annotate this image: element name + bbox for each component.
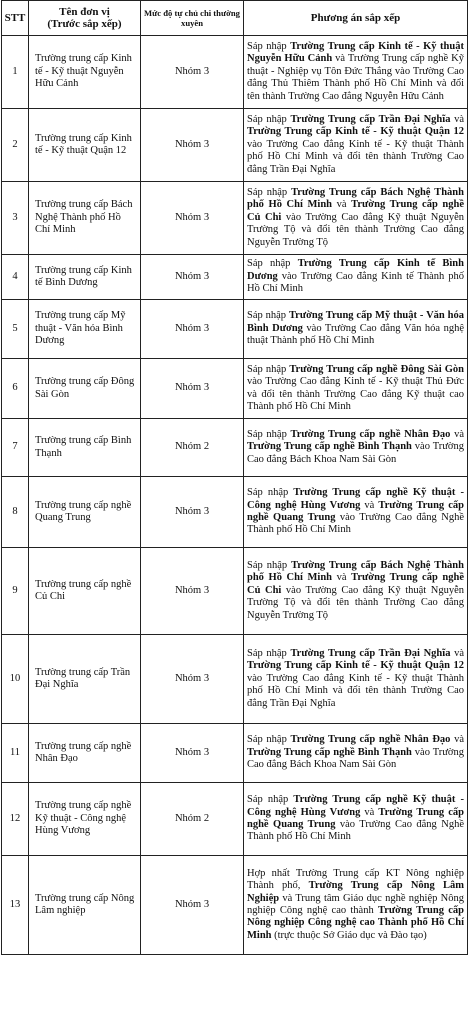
table-row — [2, 635, 468, 724]
row-plan — [244, 36, 468, 109]
row-stt: 6 — [2, 359, 29, 419]
plan-school-name: Trường Trung cấp Kinh tế Bình Dương — [247, 258, 464, 282]
plan-text: vào Trường Cao đẳng Kinh tế - Kỹ thuật Thành phố Hồ Chí Minh và đổi tên thành Trường Cao đẳng Trần Đại Nghĩa — [247, 138, 464, 175]
table-body — [2, 36, 468, 955]
plan-school-name: Trường Trung cấp nghề Đông Sài Gòn — [289, 363, 464, 375]
plan-text: Sáp nhập — [247, 647, 291, 659]
row-group: Nhóm 3 — [141, 548, 244, 635]
row-plan — [244, 724, 468, 783]
plan-school-name: Trường Trung cấp Kinh tế - Kỹ thuật Nguyễn Hữu Cảnh — [247, 40, 464, 65]
plan-school-name: Trường Trung cấp nghề Nhân Đạo — [290, 734, 451, 746]
plan-school-name: Trường Trung cấp Kinh tế - Kỹ thuật Quận 12 — [247, 660, 464, 672]
table-row — [2, 255, 468, 300]
row-unit: Trường trung cấp Kinh tế Bình Dương — [29, 255, 141, 300]
table-header — [2, 1, 468, 36]
plan-text: vào Trường Cao đẳng Kỹ thuật Nguyễn Trường Tộ và đổi tên thành Trường Cao đẳng Nguyễn Trường Tộ — [247, 584, 464, 621]
row-unit: Trường trung cấp Nông Lâm nghiệp — [29, 856, 141, 955]
row-unit: Trường trung cấp Bình Thạnh — [29, 419, 141, 477]
row-plan — [244, 548, 468, 635]
row-stt: 3 — [2, 182, 29, 255]
plan-school-name: Trường Trung cấp nghề Quang Trung — [247, 499, 464, 523]
row-group: Nhóm 2 — [141, 419, 244, 477]
row-group: Nhóm 3 — [141, 255, 244, 300]
row-stt: 2 — [2, 109, 29, 182]
plan-text: vào Trường Cao đẳng Kinh tế Thành phố Hồ Chí Minh — [247, 270, 464, 295]
row-unit: Trường trung cấp Đông Sài Gòn — [29, 359, 141, 419]
row-stt: 9 — [2, 548, 29, 635]
plan-text: và — [332, 199, 352, 211]
plan-school-name: Trường Trung cấp Bách Nghệ Thành phố Hồ Chí Minh — [247, 559, 464, 584]
table-row — [2, 36, 468, 109]
plan-school-name: Trường Trung cấp nghề Bình Thạnh — [247, 441, 412, 453]
row-stt: 12 — [2, 783, 29, 856]
plan-school-name: Trường Trung cấp Nông Lâm Nghiệp — [247, 880, 464, 904]
plan-text: và — [360, 499, 379, 511]
row-stt: 4 — [2, 255, 29, 300]
row-unit: Trường trung cấp Mỹ thuật - Văn hóa Bình Dương — [29, 300, 141, 359]
row-unit: Trường trung cấp nghề Kỹ thuật - Công nghệ Hùng Vương — [29, 783, 141, 856]
row-unit: Trường trung cấp nghề Củ Chi — [29, 548, 141, 635]
plan-school-name: Trường Trung cấp nghề Quang Trung — [247, 806, 464, 830]
header-stt: STT — [2, 1, 29, 36]
row-group: Nhóm 3 — [141, 856, 244, 955]
row-plan — [244, 182, 468, 255]
row-plan — [244, 255, 468, 300]
plan-text: vào Trường Cao đẳng Kỹ thuật Nguyễn Trường Tộ và đổi tên thành Trường Cao đẳng Nguyễn Trường Tộ — [247, 211, 464, 248]
row-plan — [244, 359, 468, 419]
row-group: Nhóm 3 — [141, 36, 244, 109]
row-unit: Trường trung cấp nghề Nhân Đạo — [29, 724, 141, 783]
plan-text: vào Trường Cao đẳng Kinh tế - Kỹ thuật Thủ Đức và đổi tên thành Trường Cao đẳng Kỹ thuật cao Thành phố Hồ Chí Minh — [247, 376, 464, 412]
plan-text: Sáp nhập — [247, 487, 294, 499]
table-row — [2, 783, 468, 856]
table-row — [2, 477, 468, 548]
plan-text: Sáp nhập — [247, 734, 291, 746]
plan-text: vào Trường Cao đẳng Nghề Thành phố Hồ Chí Minh — [247, 512, 464, 536]
table-row — [2, 419, 468, 477]
row-stt: 10 — [2, 635, 29, 724]
table-row — [2, 300, 468, 359]
plan-text: và — [450, 113, 464, 125]
header-autonomy: Mức độ tự chủ chi thường xuyên — [141, 1, 244, 36]
plan-text: Sáp nhập — [247, 428, 291, 440]
plan-text: vào Trường Cao đẳng Văn hóa nghệ thuật Thành phố Hồ Chí Minh — [247, 322, 464, 347]
plan-text: Hợp nhất Trường Trung cấp KT Nông nghiệp Thành phố, — [247, 867, 464, 892]
row-group: Nhóm 3 — [141, 635, 244, 724]
row-unit: Trường trung cấp nghề Quang Trung — [29, 477, 141, 548]
table-row — [2, 548, 468, 635]
plan-school-name: Trường Trung cấp nghề Nhân Đạo — [290, 428, 451, 440]
row-plan — [244, 109, 468, 182]
row-stt: 7 — [2, 419, 29, 477]
row-plan — [244, 856, 468, 955]
row-plan — [244, 635, 468, 724]
plan-text: và Trường Trung cấp nghề Kỹ thuật - Nghiệp vụ Tôn Đức Thắng vào Trường Cao đẳng Thủ Thiêm Thành phố Hồ Chí Minh và đổi tên thành Trường Cao đẳng Nguyễn Hữu Cảnh — [247, 53, 464, 102]
table-row — [2, 724, 468, 783]
plan-text: và — [450, 734, 464, 746]
row-unit: Trường trung cấp Kinh tế - Kỹ thuật Quận 12 — [29, 109, 141, 182]
plan-text: vào Trường Cao đẳng Bách Khoa Nam Sài Gòn — [247, 746, 464, 771]
plan-school-name: Trường Trung cấp Trần Đại Nghĩa — [290, 113, 451, 125]
plan-school-name: Trường Trung cấp nghề Bình Thạnh — [247, 746, 412, 758]
header-unit — [29, 1, 141, 36]
plan-school-name: Trường Trung cấp Bách Nghệ Thành phố Hồ Chí Minh — [247, 186, 464, 211]
table-row — [2, 182, 468, 255]
table-row — [2, 359, 468, 419]
row-plan — [244, 783, 468, 856]
plan-text: và — [332, 572, 352, 584]
plan-text: vào Trường Cao đẳng Nghề Thành phố Hồ Chí Minh — [247, 819, 464, 843]
header-plan: Phương án sắp xếp — [244, 1, 468, 36]
row-group: Nhóm 3 — [141, 109, 244, 182]
row-group: Nhóm 3 — [141, 724, 244, 783]
row-plan — [244, 477, 468, 548]
plan-school-name: Trường Trung cấp nghề Kỹ thuật - Công nghệ Hùng Vương — [247, 794, 464, 818]
row-group: Nhóm 2 — [141, 783, 244, 856]
row-unit: Trường trung cấp Bách Nghệ Thành phố Hồ Chí Minh — [29, 182, 141, 255]
plan-text: (trực thuộc Sở Giáo dục và Đào tạo) — [271, 929, 427, 941]
plan-school-name: Trường Trung cấp Trần Đại Nghĩa — [290, 647, 451, 659]
plan-text: Sáp nhập — [247, 113, 291, 125]
plan-school-name: Trường Trung cấp nghề Củ Chi — [247, 199, 464, 223]
plan-text: và — [450, 647, 464, 659]
row-plan — [244, 300, 468, 359]
row-unit: Trường trung cấp Kinh tế - Kỹ thuật Nguyễn Hữu Cảnh — [29, 36, 141, 109]
plan-text: Sáp nhập — [247, 363, 290, 375]
row-group: Nhóm 3 — [141, 300, 244, 359]
plan-text: Sáp nhập — [247, 559, 292, 571]
plan-text: Sáp nhập — [247, 310, 289, 322]
plan-text: và — [450, 428, 464, 440]
plan-text: vào Trường Cao đẳng Bách Khoa Nam Sài Gòn — [247, 441, 464, 465]
plan-school-name: Trường Trung cấp nghề Củ Chi — [247, 572, 464, 596]
row-stt: 8 — [2, 477, 29, 548]
plan-text: Sáp nhập — [247, 258, 298, 270]
plan-school-name: Trường Trung cấp Kinh tế - Kỹ thuật Quận 12 — [247, 126, 464, 138]
table-row — [2, 856, 468, 955]
row-unit: Trường trung cấp Trần Đại Nghĩa — [29, 635, 141, 724]
row-stt: 13 — [2, 856, 29, 955]
plan-text: vào Trường Cao đẳng Kinh tế - Kỹ thuật Thành phố Hồ Chí Minh và đổi tên thành Trường Cao đẳng Trần Đại Nghĩa — [247, 672, 464, 709]
plan-text: Sáp nhập — [247, 794, 294, 806]
plan-text: và Trung tâm Giáo dục nghề nghiệp Nông nghiệp Công nghệ cao thành — [247, 892, 464, 916]
plan-school-name: Trường Trung cấp Mỹ thuật - Văn hóa Bình Dương — [247, 310, 464, 334]
plan-text: và — [360, 806, 379, 818]
plan-text: Sáp nhập — [247, 40, 291, 52]
plan-school-name: Trường Trung cấp nghề Kỹ thuật - Công nghệ Hùng Vương — [247, 487, 464, 511]
row-group: Nhóm 3 — [141, 477, 244, 548]
row-plan — [244, 419, 468, 477]
school-merger-table — [1, 0, 468, 955]
plan-text: Sáp nhập — [247, 186, 292, 198]
row-stt: 11 — [2, 724, 29, 783]
header-unit-line1: Tên đơn vị — [59, 5, 110, 18]
table-row — [2, 109, 468, 182]
row-group: Nhóm 3 — [141, 182, 244, 255]
row-stt: 5 — [2, 300, 29, 359]
row-group: Nhóm 3 — [141, 359, 244, 419]
row-stt: 1 — [2, 36, 29, 109]
header-unit-line2: (Trước sắp xếp) — [47, 18, 122, 30]
plan-school-name: Trường Trung cấp Nông nghiệp Công nghệ cao Thành phố Hồ Chí Minh — [247, 905, 465, 941]
header-row — [2, 1, 468, 36]
